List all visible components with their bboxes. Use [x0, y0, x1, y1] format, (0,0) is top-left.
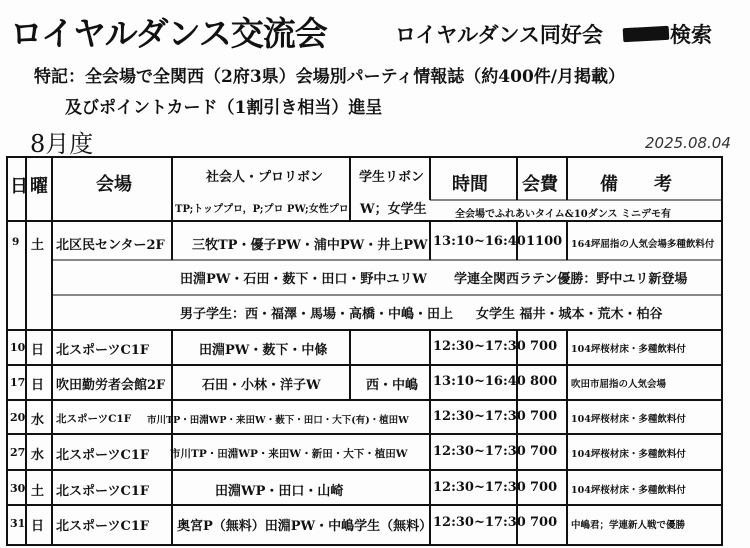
- row-30-fee: 700: [530, 480, 558, 495]
- row-27-remarks: 104坪桜材床・多種飲料付: [571, 449, 686, 460]
- header-weekday: 曜: [30, 176, 48, 197]
- row-20-remarks: 104坪桜材床・多種飲料付: [571, 414, 686, 425]
- header-adult-ribbon-sub: TP;トッププロ，P;プロ PW;女性プロ: [175, 204, 349, 215]
- row-30-time: 12:30~17:30: [433, 480, 526, 495]
- page-title: ロイヤルダンス交流会: [10, 14, 327, 53]
- row-17-fee: 800: [530, 374, 558, 389]
- row-9-fee: 1100: [526, 234, 563, 249]
- row-27-day: 27: [10, 446, 26, 459]
- header-venue: 会場: [96, 174, 132, 195]
- row-9-ribbon: 三牧TP・優子PW・浦中PW・井上PW: [192, 238, 428, 253]
- header-student-ribbon-sub: W；女学生: [360, 202, 427, 217]
- search-label[interactable]: 検索: [670, 22, 712, 47]
- row-10-weekday: 日: [31, 343, 45, 358]
- row-31-adult: 奥宮P（無料）田淵PW・中嶋学生（無料）: [177, 519, 433, 534]
- row-9-time: 13:10~16:40: [433, 234, 526, 249]
- row-27-adult: 市川TP・田淵WP・来田W・新田・大下・植田W: [170, 448, 408, 460]
- row-9-venue: 北区民センター2F: [56, 238, 165, 253]
- row-17-day: 17: [10, 376, 26, 389]
- header-student-ribbon: 学生リボン: [359, 170, 425, 185]
- row-10-adult: 田淵PW・薮下・中條: [199, 343, 328, 358]
- row-10-remarks: 104坪桜材床・多種飲料付: [571, 344, 686, 355]
- row-9-line2-left: 田淵PW・石田・薮下・田口・野中ユリW: [180, 272, 427, 287]
- header-fee: 会費: [522, 174, 558, 195]
- search-text: ロイヤルダンス同好会: [395, 22, 603, 47]
- row-31-venue: 北スポーツC1F: [56, 519, 150, 534]
- row-10-day: 10: [10, 341, 26, 354]
- row-30-venue: 北スポーツC1F: [56, 484, 150, 499]
- row-27-fee: 700: [530, 444, 558, 459]
- month-heading: 8月度: [30, 130, 94, 158]
- row-20-day: 20: [10, 411, 26, 424]
- special-note-line2: 及びポイントカード（1割引き相当）進呈: [65, 98, 383, 118]
- row-10-venue: 北スポーツC1F: [56, 343, 150, 358]
- row-17-weekday: 日: [31, 378, 45, 393]
- issue-date: 2025.08.04: [645, 134, 731, 152]
- row-17-remarks: 吹田市屈指の人気会場: [571, 379, 667, 390]
- row-30-day: 30: [10, 482, 26, 495]
- row-30-weekday: 土: [31, 484, 45, 499]
- row-17-venue: 吹田勤労者会館2F: [56, 378, 166, 393]
- row-31-day: 31: [10, 517, 26, 530]
- header-day: 日: [10, 176, 28, 197]
- row-10-fee: 700: [530, 339, 558, 354]
- row-31-fee: 700: [530, 515, 558, 530]
- header-adult-ribbon: 社会人・プロリボン: [206, 170, 324, 185]
- row-31-time: 12:30~17:30: [433, 515, 526, 530]
- search-box[interactable]: [623, 26, 670, 42]
- row-20-time: 12:30~17:30: [433, 409, 526, 424]
- row-31-remarks: 中嶋君；学連新人戦で優勝: [571, 520, 686, 531]
- row-9-day: 9: [12, 236, 20, 248]
- row-10-time: 12:30~17:30: [433, 339, 526, 354]
- row-31-weekday: 日: [31, 519, 45, 534]
- header-time: 時間: [452, 174, 488, 195]
- row-9-weekday: 土: [31, 238, 45, 253]
- header-remarks-sub: 全会場でふれあいタイム&10ダンス ミニデモ有: [455, 209, 672, 220]
- special-note-line1: 特記：全会場で全関西（2府3県）会場別パーティ情報誌（約400件/月掲載）: [34, 67, 625, 87]
- row-17-time: 13:10~16:40: [433, 374, 526, 389]
- row-17-adult: 石田・小林・洋子W: [202, 378, 321, 393]
- row-9-line3-left: 男子学生：西・福澤・馬場・高橋・中嶋・田上: [180, 307, 454, 322]
- row-20-adult: 市川TP・田淵WP・来田W・薮下・田口・大下(有)・植田W: [147, 415, 409, 426]
- row-27-weekday: 水: [31, 448, 45, 463]
- row-20-weekday: 水: [31, 413, 45, 428]
- row-17-student: 西・中嶋: [366, 378, 419, 393]
- row-20-venue: 北スポーツC1F: [56, 413, 132, 425]
- row-30-adult: 田淵WP・田口・山崎: [215, 484, 344, 499]
- row-30-remarks: 104坪桜材床・多種飲料付: [571, 485, 686, 496]
- row-27-venue: 北スポーツC1F: [56, 448, 150, 463]
- row-27-time: 12:30~17:30: [433, 444, 526, 459]
- row-9-line3-right: 女学生 福井・城本・荒木・柏谷: [476, 307, 663, 322]
- header-remarks: 備 考: [600, 174, 672, 195]
- row-9-remarks: 164坪屈指の人気会場多種飲料付: [571, 239, 715, 250]
- row-20-fee: 700: [530, 409, 558, 424]
- row-9-line2-right: 学連全関西ラテン優勝：野中ユリ新登場: [454, 272, 688, 287]
